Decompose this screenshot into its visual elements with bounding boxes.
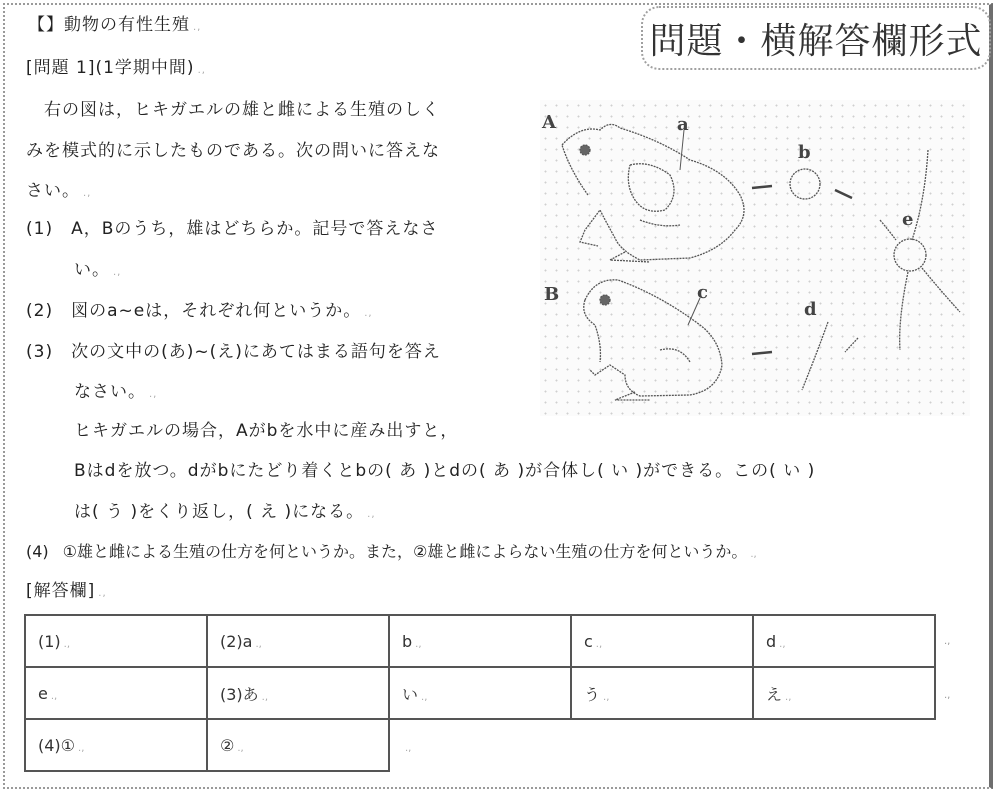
answer-cell-3u[interactable]: う ., <box>571 667 753 719</box>
format-label: 問題・横解答欄形式 <box>649 20 983 62</box>
intro-line-2: みを模式的に示したものである。次の問いに答えな <box>26 141 440 161</box>
answer-cell-3e[interactable]: え ., <box>753 667 935 719</box>
empty-cell <box>571 719 753 771</box>
figure-label-c: c <box>697 282 708 303</box>
answer-cell-3i[interactable]: い ., <box>389 667 571 719</box>
answer-cell-3a[interactable]: (3)あ ., <box>207 667 389 719</box>
row-end-mark: ., <box>944 690 951 701</box>
figure-label-A: A <box>542 112 556 133</box>
passage-line-2: Bはdを放つ。dがbにたどり着くとbの( あ )とdの( あ )が合体し( い )ができる。この( い ) <box>74 461 816 481</box>
answer-cell-1[interactable]: (1) ., <box>25 615 207 667</box>
table-row <box>25 719 935 771</box>
answer-label: [解答欄] ., <box>26 581 107 601</box>
passage-line-3: は( う )をくり返し，( え )になる。 ., <box>74 502 376 522</box>
table-row <box>25 615 935 667</box>
intro-line-1: 右の図は，ヒキガエルの雄と雌による生殖のしく <box>44 100 440 120</box>
answer-cell-2d[interactable]: d ., <box>753 615 935 667</box>
empty-cell <box>753 719 935 771</box>
question-1: (1) A，Bのうち，雄はどちらか。記号で答えなさ <box>26 219 439 239</box>
section-title: 【】動物の有性生殖 ., <box>28 15 202 35</box>
intro-line-3: さい。 ., <box>26 181 92 201</box>
answer-cell-2a[interactable]: (2)a ., <box>207 615 389 667</box>
answer-cell-2b[interactable]: b ., <box>389 615 571 667</box>
question-1-cont: い。 ., <box>74 260 122 280</box>
answer-cell-4-1[interactable]: (4)① ., <box>25 719 207 771</box>
problem-label: [問題 1](1学期中間) ., <box>26 58 206 78</box>
table-row <box>25 667 935 719</box>
question-3-cont: なさい。 ., <box>74 382 158 402</box>
answer-cell-2c[interactable]: c ., <box>571 615 753 667</box>
figure-label-e: e <box>902 209 914 230</box>
frog-reproduction-figure <box>540 100 970 416</box>
answer-cell-2e[interactable]: e ., <box>25 667 207 719</box>
figure-label-b: b <box>798 142 811 163</box>
empty-cell: ., <box>405 743 412 754</box>
answer-cell-4-2[interactable]: ② ., <box>207 719 389 771</box>
figure-label-d: d <box>804 299 817 320</box>
answer-table <box>24 614 936 772</box>
frog-diagram-svg <box>540 100 970 416</box>
question-4: (4) ①雄と雌による生殖の仕方を何というか。また，②雄と雌によらない生殖の仕方を何というか。 ., <box>26 542 757 561</box>
figure-label-B: B <box>544 284 560 305</box>
figure-label-a: a <box>677 114 689 135</box>
passage-line-1: ヒキガエルの場合，Aがbを水中に産み出すと， <box>74 421 459 441</box>
question-2: (2) 図のa~eは，それぞれ何というか。 ., <box>26 301 373 321</box>
format-label-box <box>641 6 991 70</box>
row-end-mark: ., <box>944 636 951 647</box>
question-3: (3) 次の文中の(あ)~(え)にあてはまる語句を答え <box>26 342 441 362</box>
